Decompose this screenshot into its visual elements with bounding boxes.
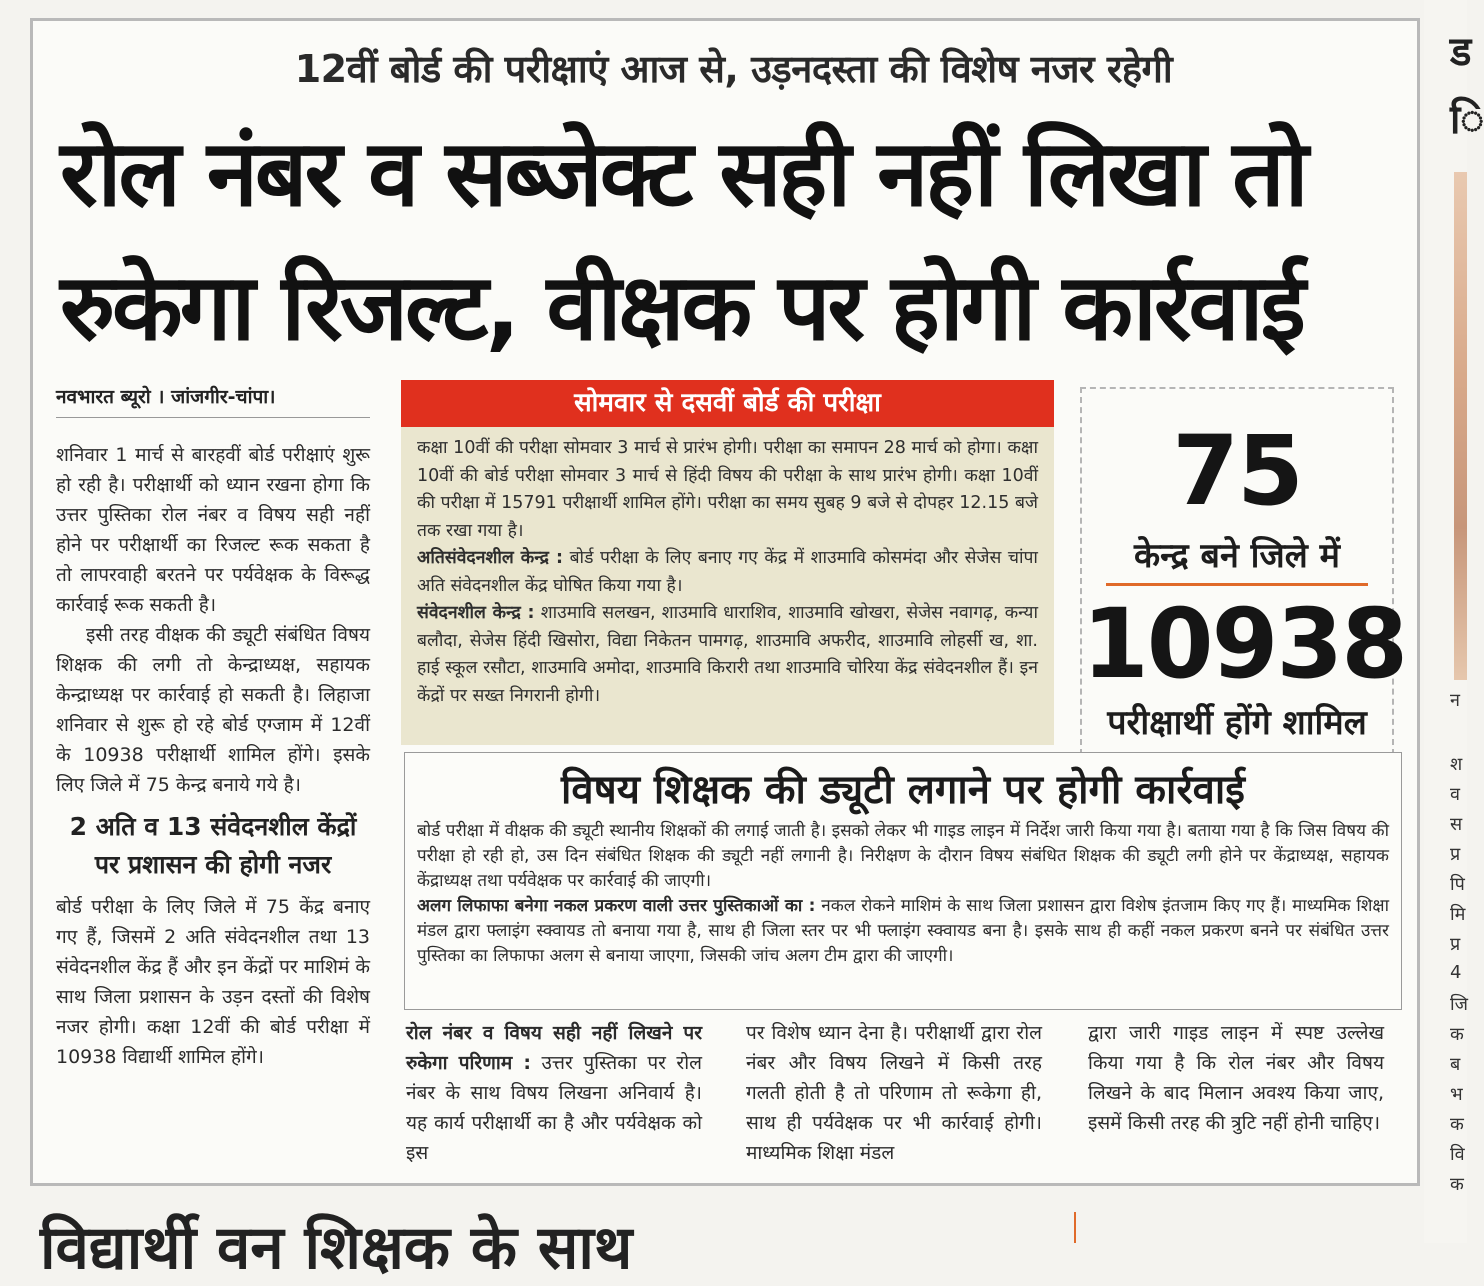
strip-glyph-2: ि: [1450, 97, 1484, 143]
strip-char: पि: [1450, 874, 1465, 895]
headline-line-2: रुकेगा रिजल्ट, वीक्षक पर होगी कार्रवाई: [60, 254, 1303, 361]
duty-box-title: विषय शिक्षक की ड्यूटी लगाने पर होगी कार्रवाई: [561, 767, 1245, 813]
headline-line-1: रोल नंबर व सब्जेक्ट सही नहीं लिखा तो: [60, 120, 1306, 227]
centers-count: 75: [1172, 415, 1302, 527]
duty-paragraph-1: बोर्ड परीक्षा में वीक्षक की ड्यूटी स्थानीय शिक्षकों की लगाई जाती है। इसको लेकर भी गाइड लाइन में निर्देश जारी किया गया है। बताया गया है कि जिस विषय की परीक्षा हो रही हो, उस दिन संबंधित शिक्षक की ड्यूटी नहीं लगानी है। निरीक्षण के दौरान विषय संबंधित शिक्षक की ड्यूटी लगी होने पर केंद्राध्यक्ष, सहायक केंद्राध्यक्ष तथा पर्यवेक्षक पर कार्रवाई की जाएगी।: [417, 821, 1389, 891]
strip-char: जि: [1450, 994, 1469, 1015]
class10-paragraph-3: शाउमावि सलखन, शाउमावि धाराशिव, शाउमावि खोखरा, सेजेस नवागढ़, कन्या बलौदा, सेजेस हिंदी खिसोरा, विद्या निकेतन पामगढ़, शाउमावि अफरीद, शाउमावि लोहर्सी ख, शा. हाई स्कूल रसौटा, शाउमावि अमोदा, शाउमावि किरारी तथा शाउमावि चोरिया केंद्र संवेदनशील हैं। इन केंद्रों पर सख्त निगरानी होगी।: [417, 603, 1038, 706]
byline: नवभारत ब्यूरो । जांजगीर-चांपा।: [56, 383, 370, 418]
roll-number-label: रोल नंबर व विषय सही नहीं लिखने पर रुकेगा परिणाम :: [406, 1022, 702, 1074]
left-paragraph-1: शनिवार 1 मार्च से बारहवीं बोर्ड परीक्षाएं शुरू हो रही है। परीक्षार्थी को ध्यान रखना होगा कि उत्तर पुस्तिका रोल नंबर व विषय सही नहीं होने पर परीक्षार्थी का रिजल्ट रूक सकता है तो लापरवाही बरतने पर पर्यवेक्षक के विरूद्ध कार्रवाई रूक सकती है।: [56, 444, 370, 616]
class10-box: [401, 380, 1054, 745]
left-paragraph-3: बोर्ड परीक्षा के लिए जिले में 75 केंद्र बनाए गए हैं, जिसमें 2 अति संवेदनशील तथा 13 संवेदनशील केंद्र हैं और इन केंद्रों पर माशिमं के साथ जिला प्रशासन के उड़न दस्तों की विशेष नजर होगी। कक्षा 12वीं की बोर्ड परीक्षा में 10938 विद्यार्थी शामिल होंगे।: [56, 896, 370, 1068]
class10-box-body: [401, 427, 1054, 710]
stats-divider: [1106, 583, 1368, 586]
bottom-column-1: [406, 1018, 702, 1168]
next-headline-cut: विद्यार्थी वन शिक्षक के साथ: [40, 1213, 633, 1283]
strip-char: क: [1450, 1114, 1464, 1135]
strip-char: मि: [1450, 904, 1466, 925]
left-subhead: 2 अति व 13 संवेदनशील केंद्रों पर प्रशासन की होगी नजर: [69, 812, 357, 879]
next-article-strip: [0, 1190, 1424, 1283]
strip-char: क: [1450, 1174, 1464, 1195]
strip-char: श: [1450, 754, 1463, 775]
centers-label: केन्द्र बने जिले में: [1134, 536, 1340, 576]
duty-paragraph-2: नकल रोकने माशिमं के साथ जिला प्रशासन द्वारा विशेष इंतजाम किए गए हैं। माध्यमिक शिक्षा मंडल द्वारा फ्लाइंग स्क्वायड तो बनाया गया है, साथ ही जिला स्तर पर भी फ्लाइंग स्क्वायड बना है। इसके साथ ही कहीं नकल प्रकरण बनने पर संबंधित उत्तर पुस्तिका का लिफाफा अलग से बनाया जाएगा, जिसकी जांच अलग टीम द्वारा की जाएगी।: [417, 896, 1389, 966]
bottom-column-3: द्वारा जारी गाइड लाइन में स्पष्ट उल्लेख किया गया है कि रोल नंबर और विषय लिखने के बाद मिलान अवश्य किया जाए, इसमें किसी तरह की त्रुटि नहीं होनी चाहिए।: [1088, 1022, 1384, 1134]
class10-paragraph-2: बोर्ड परीक्षा के लिए बनाए गए केंद्र में शाउमावि कोसमंदा और सेजेस चांपा अति संवेदनशील केंद्र घोषित किया गया है।: [417, 548, 1038, 596]
class10-box-title: सोमवार से दसवीं बोर्ड की परीक्षा: [401, 380, 1054, 427]
strip-char: वि: [1450, 1144, 1465, 1165]
strip-char: ब: [1450, 1054, 1461, 1075]
duty-box-body: [405, 817, 1401, 969]
duty-box: [404, 752, 1402, 1010]
envelope-label: अलग लिफाफा बनेगा नकल प्रकरण वाली उत्तर पुस्तिकाओं का :: [417, 896, 816, 916]
samvedansheel-label: संवेदनशील केन्द्र :: [417, 603, 535, 623]
strip-char: क: [1450, 1024, 1464, 1045]
strip-char: प्र: [1450, 934, 1461, 955]
adjacent-article-strip: [1424, 0, 1484, 1243]
kicker-headline: 12वीं बोर्ड की परीक्षाएं आज से, उड़नदस्ता की विशेष नजर रहेगी: [294, 47, 1173, 91]
class10-paragraph-1: कक्षा 10वीं की परीक्षा सोमवार 3 मार्च से प्रारंभ होगी। परीक्षा का समापन 28 मार्च को होगा। कक्षा 10वीं की बोर्ड परीक्षा सोमवार 3 मार्च से हिंदी विषय की परीक्षा के साथ प्रारंभ होगी। कक्षा 10वीं की परीक्षा में 15791 परीक्षार्थी शामिल होंगे। परीक्षा का समय सुबह 9 बजे से दोपहर 12.15 बजे तक रखा गया है।: [417, 438, 1038, 541]
strip-char: 4: [1450, 962, 1462, 983]
bottom-column-1-text: उत्तर पुस्तिका पर रोल नंबर के साथ विषय लिखना अनिवार्य है। यह कार्य परीक्षार्थी का है और पर्यवेक्षक को इस: [406, 1052, 702, 1164]
students-label: परीक्षार्थी होंगे शामिल: [1107, 703, 1367, 743]
strip-char: स: [1450, 814, 1463, 835]
strip-glyph-top: ड: [1450, 29, 1472, 75]
strip-char: न: [1450, 690, 1460, 711]
students-count: 10938: [1082, 588, 1406, 700]
strip-char: प्र: [1450, 844, 1461, 865]
next-column-rule: [1074, 1212, 1076, 1243]
left-column: [56, 383, 370, 1072]
ati-label: अतिसंवेदनशील केन्द्र :: [417, 548, 564, 568]
bottom-column-2: पर विशेष ध्यान देना है। परीक्षार्थी द्वारा रोल नंबर और विषय लिखने में किसी तरह गलती होती है तो परिणाम तो रूकेगा ही, साथ ही पर्यवेक्षक पर भी कार्रवाई होगी। माध्यमिक शिक्षा मंडल: [746, 1022, 1042, 1164]
adjacent-photo: [1454, 172, 1467, 680]
strip-char: भ: [1450, 1084, 1463, 1105]
stats-box: [1080, 387, 1406, 755]
left-paragraph-2: इसी तरह वीक्षक की ड्यूटी संबंधित विषय शिक्षक की लगी तो केन्द्राध्यक्ष, सहायक केन्द्राध्यक्ष पर कार्रवाई हो सकती है। लिहाजा शनिवार से शुरू हो रहे बोर्ड एग्जाम में 12वीं के 10938 परीक्षार्थी शामिल होंगे। इसके लिए जिले में 75 केन्द्र बनाये गये है।: [56, 624, 370, 796]
strip-char: व: [1450, 784, 1461, 805]
